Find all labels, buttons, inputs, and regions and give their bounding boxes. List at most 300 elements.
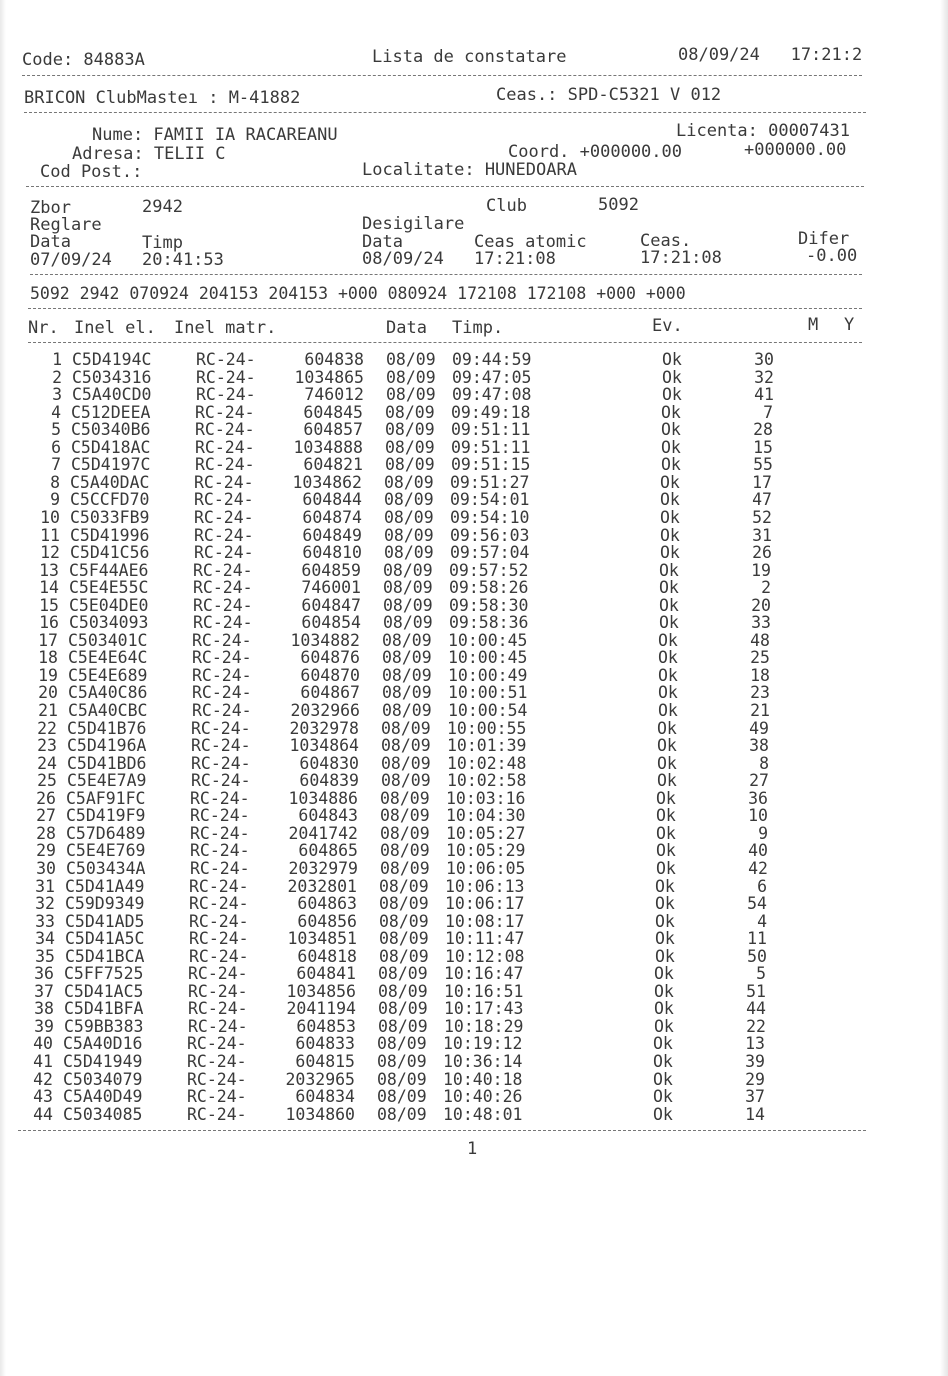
event-status: Ok bbox=[656, 788, 676, 808]
table-row bbox=[0, 737, 943, 755]
position-value: 7 bbox=[763, 402, 773, 422]
ring-prefix: RC-24- bbox=[193, 613, 253, 633]
clock-label: Ceas. bbox=[640, 231, 692, 251]
row-number: 24 bbox=[37, 753, 57, 773]
ring-number: 1034862 bbox=[292, 472, 362, 492]
row-number: 13 bbox=[39, 560, 59, 580]
ring-prefix: RC-24- bbox=[189, 876, 249, 896]
arrival-time: 09:51:15 bbox=[451, 455, 531, 475]
electronic-ring: C5033FB9 bbox=[70, 507, 150, 527]
ring-prefix: RC-24- bbox=[196, 350, 256, 369]
owner-address: Adresa: TELII C bbox=[72, 144, 226, 164]
arrival-date: 08/09 bbox=[379, 876, 429, 896]
event-status: Ok bbox=[660, 525, 680, 545]
event-status: Ok bbox=[655, 911, 675, 931]
position-value: 5 bbox=[756, 964, 766, 984]
row-number: 11 bbox=[40, 525, 60, 545]
ring-prefix: RC-24- bbox=[190, 788, 250, 808]
event-status: Ok bbox=[655, 946, 675, 966]
row-number: 41 bbox=[33, 1052, 53, 1071]
table-row bbox=[0, 667, 944, 685]
row-number: 40 bbox=[33, 1034, 53, 1054]
row-number: 2 bbox=[52, 367, 62, 387]
row-number: 15 bbox=[39, 595, 59, 615]
event-status: Ok bbox=[656, 823, 676, 843]
divider bbox=[30, 274, 862, 275]
table-row bbox=[0, 913, 941, 931]
ring-number: 746012 bbox=[304, 385, 364, 405]
arrival-date: 08/09 bbox=[386, 385, 436, 405]
event-status: Ok bbox=[661, 402, 681, 422]
table-row bbox=[0, 1053, 939, 1071]
ring-number: 2032978 bbox=[289, 718, 359, 738]
arrival-date: 08/09 bbox=[377, 1087, 427, 1107]
electronic-ring: C5034316 bbox=[72, 367, 152, 387]
ring-number: 604859 bbox=[301, 560, 361, 580]
event-status: Ok bbox=[654, 981, 674, 1001]
event-status: Ok bbox=[654, 964, 674, 984]
arrival-date: 08/09 bbox=[385, 402, 435, 422]
event-status: Ok bbox=[656, 841, 676, 861]
arrival-date: 08/09 bbox=[383, 560, 433, 580]
club-number: 5092 bbox=[598, 195, 639, 215]
arrival-date: 08/09 bbox=[382, 701, 432, 720]
position-value: 15 bbox=[753, 437, 773, 457]
position-value: 36 bbox=[748, 788, 768, 808]
arrival-date: 08/09 bbox=[380, 858, 430, 878]
arrival-date: 08/09 bbox=[379, 946, 429, 966]
arrival-time: 09:51:11 bbox=[451, 420, 531, 440]
ring-prefix: RC-24- bbox=[187, 1069, 247, 1089]
ring-number: 604876 bbox=[300, 648, 360, 668]
arrival-time: 10:05:27 bbox=[446, 823, 526, 843]
table-row bbox=[0, 1088, 939, 1106]
event-status: Ok bbox=[662, 385, 682, 405]
owner-name: Nume: FAMII IA RACAREANU bbox=[92, 125, 338, 145]
event-status: Ok bbox=[659, 578, 679, 598]
ring-prefix: RC-24- bbox=[189, 894, 249, 914]
position-value: 30 bbox=[754, 350, 774, 369]
arrival-date: 08/09 bbox=[384, 543, 434, 563]
arrival-time: 10:16:47 bbox=[444, 964, 524, 984]
ring-prefix: RC-24- bbox=[195, 437, 255, 457]
ring-number: 604870 bbox=[300, 665, 360, 685]
position-value: 18 bbox=[750, 665, 770, 685]
column-header-inel-matr: Inel matr. bbox=[174, 318, 277, 338]
arrival-time: 10:19:12 bbox=[443, 1034, 523, 1054]
arrival-time: 09:47:05 bbox=[452, 367, 532, 387]
table-row bbox=[0, 720, 943, 738]
ring-number: 604854 bbox=[301, 613, 361, 633]
electronic-ring: C5AF91FC bbox=[66, 788, 146, 808]
row-number: 27 bbox=[36, 806, 56, 826]
ring-number: 746001 bbox=[301, 578, 361, 598]
electronic-ring: C5E4E64C bbox=[68, 648, 148, 668]
row-number: 19 bbox=[38, 665, 58, 685]
ring-number: 1034888 bbox=[293, 437, 363, 457]
electronic-ring: C5F44AE6 bbox=[69, 560, 149, 580]
divider bbox=[28, 342, 862, 343]
table-row bbox=[0, 1071, 939, 1089]
arrival-time: 10:18:29 bbox=[444, 1016, 524, 1036]
electronic-ring: C5A40DAC bbox=[70, 472, 150, 492]
arrival-date: 08/09 bbox=[384, 490, 434, 510]
table-row bbox=[0, 842, 942, 860]
table-row bbox=[0, 562, 945, 580]
table-row bbox=[0, 386, 948, 404]
ring-prefix: RC-24- bbox=[194, 490, 254, 510]
event-status: Ok bbox=[662, 350, 682, 369]
position-value: 4 bbox=[757, 911, 767, 931]
event-status: Ok bbox=[658, 630, 678, 650]
electronic-ring: C5A40C86 bbox=[68, 683, 148, 703]
arrival-time: 09:58:26 bbox=[449, 578, 529, 598]
arrival-date: 08/09 bbox=[379, 894, 429, 914]
coordinate-2: +000000.00 bbox=[744, 140, 847, 160]
electronic-ring: C512DEEA bbox=[71, 402, 151, 422]
electronic-ring: C5D41BD6 bbox=[67, 753, 147, 773]
ring-number: 2032965 bbox=[285, 1069, 355, 1089]
position-value: 13 bbox=[745, 1034, 765, 1054]
column-header-y: Y bbox=[844, 315, 855, 335]
position-value: 50 bbox=[747, 946, 767, 966]
event-status: Ok bbox=[656, 858, 676, 878]
arrival-time: 10:00:49 bbox=[448, 665, 528, 685]
arrival-date: 08/09 bbox=[383, 613, 433, 633]
position-value: 41 bbox=[754, 385, 774, 405]
electronic-ring: C59BB383 bbox=[64, 1016, 144, 1036]
arrival-time: 10:06:17 bbox=[445, 894, 525, 914]
position-value: 11 bbox=[747, 929, 767, 949]
arrival-time: 10:01:39 bbox=[447, 736, 527, 756]
row-number: 29 bbox=[36, 841, 56, 861]
ring-prefix: RC-24- bbox=[196, 385, 256, 405]
ring-prefix: RC-24- bbox=[189, 946, 249, 966]
ring-number: 604834 bbox=[295, 1087, 355, 1107]
row-number: 16 bbox=[39, 613, 59, 633]
position-value: 47 bbox=[752, 490, 772, 510]
arrival-time: 10:11:47 bbox=[445, 929, 525, 949]
unsealing-label: Desigilare bbox=[362, 214, 465, 234]
arrival-time: 09:58:30 bbox=[449, 595, 529, 615]
event-status: Ok bbox=[660, 490, 680, 510]
ring-prefix: RC-24- bbox=[188, 964, 248, 984]
electronic-ring: C5A40D16 bbox=[63, 1034, 143, 1054]
electronic-ring: C5E4E689 bbox=[68, 665, 148, 685]
position-value: 26 bbox=[752, 543, 772, 563]
arrival-date: 08/09 bbox=[379, 929, 429, 949]
ring-number: 604815 bbox=[295, 1052, 355, 1071]
table-row bbox=[0, 369, 948, 387]
electronic-ring: C5D41BCA bbox=[65, 946, 145, 966]
event-status: Ok bbox=[653, 1087, 673, 1107]
ring-prefix: RC-24- bbox=[193, 578, 253, 598]
arrival-time: 09:49:18 bbox=[451, 402, 531, 422]
event-status: Ok bbox=[659, 595, 679, 615]
event-status: Ok bbox=[653, 1034, 673, 1054]
clock-id: Ceas.: SPD-C5321 V 012 bbox=[496, 85, 722, 105]
summary-line: 5092 2942 070924 204153 204153 +000 080924 172108 172108 +000 +000 bbox=[30, 284, 686, 303]
setting-date: 07/09/24 bbox=[30, 250, 112, 270]
column-header-inel-el: Inel el. bbox=[74, 318, 156, 338]
event-status: Ok bbox=[658, 665, 678, 685]
position-value: 51 bbox=[746, 981, 766, 1001]
table-row bbox=[0, 825, 942, 843]
unsealing-date: 08/09/24 bbox=[362, 249, 444, 269]
position-value: 9 bbox=[758, 823, 768, 843]
table-row bbox=[0, 772, 943, 790]
ring-prefix: RC-24- bbox=[191, 736, 251, 756]
ring-prefix: RC-24- bbox=[196, 367, 256, 387]
position-value: 37 bbox=[745, 1087, 765, 1107]
ring-prefix: RC-24- bbox=[187, 1087, 247, 1107]
row-number: 23 bbox=[37, 736, 57, 756]
table-row bbox=[0, 404, 947, 422]
table-row bbox=[0, 895, 941, 913]
ring-number: 604839 bbox=[299, 771, 359, 791]
arrival-time: 10:40:26 bbox=[443, 1087, 523, 1107]
ring-number: 604838 bbox=[304, 350, 364, 369]
arrival-date: 08/09 bbox=[382, 665, 432, 685]
position-value: 48 bbox=[750, 630, 770, 650]
ring-number: 604874 bbox=[302, 507, 362, 527]
row-number: 28 bbox=[36, 823, 56, 843]
event-status: Ok bbox=[655, 894, 675, 914]
postcode-label: Cod Post.: bbox=[40, 162, 143, 182]
electronic-ring: C5D41A49 bbox=[65, 876, 145, 896]
row-number: 17 bbox=[38, 630, 58, 650]
event-status: Ok bbox=[654, 999, 674, 1019]
row-number: 21 bbox=[38, 701, 58, 720]
arrival-date: 08/09 bbox=[386, 367, 436, 387]
clubmaster-id: BRICON ClubMasteı : M-41882 bbox=[24, 88, 301, 108]
electronic-ring: C5D41BFA bbox=[64, 999, 144, 1019]
position-value: 28 bbox=[753, 420, 773, 440]
electronic-ring: C5A40D49 bbox=[63, 1087, 143, 1107]
row-number: 14 bbox=[39, 578, 59, 598]
clock-time: 17:21:08 bbox=[640, 248, 722, 268]
ring-number: 604810 bbox=[302, 543, 362, 563]
ring-prefix: RC-24- bbox=[190, 823, 250, 843]
ring-prefix: RC-24- bbox=[194, 507, 254, 527]
arrival-date: 08/09 bbox=[380, 788, 430, 808]
arrival-date: 08/09 bbox=[379, 911, 429, 931]
setting-label: Reglare bbox=[30, 215, 102, 235]
arrival-time: 10:00:45 bbox=[448, 630, 528, 650]
position-value: 55 bbox=[753, 455, 773, 475]
event-status: Ok bbox=[660, 472, 680, 492]
ring-number: 1034860 bbox=[285, 1104, 355, 1124]
ring-prefix: RC-24- bbox=[194, 525, 254, 545]
table-row bbox=[0, 702, 944, 720]
arrival-time: 09:51:27 bbox=[450, 472, 530, 492]
row-number: 6 bbox=[51, 437, 61, 457]
table-row bbox=[0, 544, 946, 562]
table-row bbox=[0, 421, 947, 439]
ring-prefix: RC-24- bbox=[194, 543, 254, 563]
divider bbox=[22, 75, 862, 76]
page-number: 1 bbox=[467, 1139, 478, 1159]
ring-prefix: RC-24- bbox=[189, 929, 249, 949]
code-label: Code: 84883A bbox=[22, 50, 145, 70]
electronic-ring: C5E4E55C bbox=[69, 578, 149, 598]
arrival-time: 10:17:43 bbox=[444, 999, 524, 1019]
arrival-date: 08/09 bbox=[385, 455, 435, 475]
arrival-time: 09:47:08 bbox=[452, 385, 532, 405]
arrival-time: 10:06:05 bbox=[446, 858, 526, 878]
event-status: Ok bbox=[657, 771, 677, 791]
arrival-time: 10:02:48 bbox=[447, 753, 527, 773]
arrival-date: 08/09 bbox=[385, 420, 435, 440]
flight-label: Zbor bbox=[30, 198, 71, 218]
arrival-date: 08/09 bbox=[385, 437, 435, 457]
row-number: 30 bbox=[36, 858, 56, 878]
ring-prefix: RC-24- bbox=[190, 858, 250, 878]
ring-prefix: RC-24- bbox=[192, 701, 252, 720]
event-status: Ok bbox=[659, 613, 679, 633]
ring-prefix: RC-24- bbox=[187, 1034, 247, 1054]
arrival-date: 08/09 bbox=[377, 1069, 427, 1089]
row-number: 3 bbox=[52, 385, 62, 405]
ring-number: 2041742 bbox=[288, 823, 358, 843]
position-value: 14 bbox=[745, 1104, 765, 1124]
table-row bbox=[0, 527, 946, 545]
ring-number: 604865 bbox=[298, 841, 358, 861]
ring-prefix: RC-24- bbox=[192, 648, 252, 668]
ring-prefix: RC-24- bbox=[195, 455, 255, 475]
event-status: Ok bbox=[662, 367, 682, 387]
column-header-m: M bbox=[808, 315, 819, 335]
ring-number: 604843 bbox=[298, 806, 358, 826]
electronic-ring: C5D4196A bbox=[67, 736, 147, 756]
position-value: 21 bbox=[750, 701, 770, 720]
position-value: 23 bbox=[750, 683, 770, 703]
row-number: 4 bbox=[51, 402, 61, 422]
ring-number: 604845 bbox=[303, 402, 363, 422]
electronic-ring: C5A40CD0 bbox=[72, 385, 152, 405]
arrival-time: 10:40:18 bbox=[443, 1069, 523, 1089]
table-row bbox=[0, 983, 940, 1001]
table-row bbox=[0, 1018, 940, 1036]
arrival-date: 08/09 bbox=[384, 507, 434, 527]
electronic-ring: C50340B6 bbox=[71, 420, 151, 440]
position-value: 6 bbox=[757, 876, 767, 896]
atomic-time: 17:21:08 bbox=[474, 249, 556, 269]
table-row bbox=[0, 860, 942, 878]
column-header-data: Data bbox=[386, 318, 427, 338]
table-row bbox=[0, 948, 941, 966]
ring-prefix: RC-24- bbox=[192, 683, 252, 703]
position-value: 52 bbox=[752, 507, 772, 527]
row-number: 1 bbox=[52, 350, 62, 369]
table-row bbox=[0, 579, 945, 597]
arrival-time: 10:00:45 bbox=[448, 648, 528, 668]
row-number: 35 bbox=[35, 946, 55, 966]
arrival-date: 08/09 bbox=[380, 823, 430, 843]
arrival-time: 10:06:13 bbox=[445, 876, 525, 896]
position-value: 49 bbox=[749, 718, 769, 738]
ring-number: 604818 bbox=[297, 946, 357, 966]
event-status: Ok bbox=[661, 455, 681, 475]
table-row bbox=[0, 684, 944, 702]
arrival-date: 08/09 bbox=[382, 683, 432, 703]
ring-number: 2032966 bbox=[290, 701, 360, 720]
arrival-date: 08/09 bbox=[383, 578, 433, 598]
arrival-date: 08/09 bbox=[377, 1104, 427, 1124]
row-number: 36 bbox=[34, 964, 54, 984]
arrival-time: 10:16:51 bbox=[444, 981, 524, 1001]
column-header-ev: Ev. bbox=[652, 316, 683, 336]
arrival-date: 08/09 bbox=[381, 771, 431, 791]
electronic-ring: C5D41A5C bbox=[65, 929, 145, 949]
position-value: 54 bbox=[747, 894, 767, 914]
arrival-date: 08/09 bbox=[382, 648, 432, 668]
row-number: 8 bbox=[50, 472, 60, 492]
position-value: 27 bbox=[749, 771, 769, 791]
table-row bbox=[0, 1035, 939, 1053]
ring-prefix: RC-24- bbox=[190, 806, 250, 826]
position-value: 22 bbox=[746, 1016, 766, 1036]
event-status: Ok bbox=[661, 437, 681, 457]
ring-number: 1034864 bbox=[289, 736, 359, 756]
arrival-time: 09:58:36 bbox=[449, 613, 529, 633]
electronic-ring: C5D418AC bbox=[71, 437, 151, 457]
ring-number: 604867 bbox=[300, 683, 360, 703]
table-row bbox=[0, 456, 947, 474]
electronic-ring: C5D41C56 bbox=[70, 543, 150, 563]
position-value: 8 bbox=[759, 753, 769, 773]
position-value: 44 bbox=[746, 999, 766, 1019]
setting-time-label: Timp bbox=[142, 233, 183, 253]
row-number: 10 bbox=[40, 507, 60, 527]
table-row bbox=[0, 930, 941, 948]
ring-prefix: RC-24- bbox=[192, 630, 252, 650]
column-header-nr: Nr. bbox=[28, 318, 59, 338]
event-status: Ok bbox=[657, 753, 677, 773]
divider bbox=[24, 112, 866, 113]
electronic-ring: C5D419F9 bbox=[66, 806, 146, 826]
electronic-ring: C503401C bbox=[68, 630, 148, 650]
arrival-time: 10:04:30 bbox=[446, 806, 526, 826]
coordinate-1: Coord. +000000.00 bbox=[508, 142, 682, 162]
flight-number: 2942 bbox=[142, 197, 183, 217]
arrival-time: 09:54:01 bbox=[450, 490, 530, 510]
row-number: 25 bbox=[37, 771, 57, 791]
electronic-ring: C5E4E7A9 bbox=[67, 771, 147, 791]
arrival-time: 10:48:01 bbox=[443, 1104, 523, 1124]
position-value: 38 bbox=[749, 736, 769, 756]
event-status: Ok bbox=[658, 701, 678, 720]
electronic-ring: C5034093 bbox=[69, 613, 149, 633]
position-value: 39 bbox=[745, 1052, 765, 1071]
arrival-time: 10:12:08 bbox=[445, 946, 525, 966]
ring-number: 1034886 bbox=[288, 788, 358, 808]
event-status: Ok bbox=[653, 1052, 673, 1071]
row-number: 44 bbox=[33, 1104, 53, 1124]
position-value: 29 bbox=[745, 1069, 765, 1089]
table-row bbox=[0, 439, 947, 457]
position-value: 33 bbox=[751, 613, 771, 633]
position-value: 31 bbox=[752, 525, 772, 545]
ring-prefix: RC-24- bbox=[191, 718, 251, 738]
arrival-time: 09:51:11 bbox=[451, 437, 531, 457]
ring-prefix: RC-24- bbox=[191, 753, 251, 773]
arrival-date: 08/09 bbox=[378, 999, 428, 1019]
difference-value: -0.00 bbox=[806, 246, 858, 266]
electronic-ring: C5034085 bbox=[63, 1104, 143, 1124]
arrival-time: 10:36:14 bbox=[443, 1052, 523, 1071]
table-row bbox=[0, 632, 944, 650]
